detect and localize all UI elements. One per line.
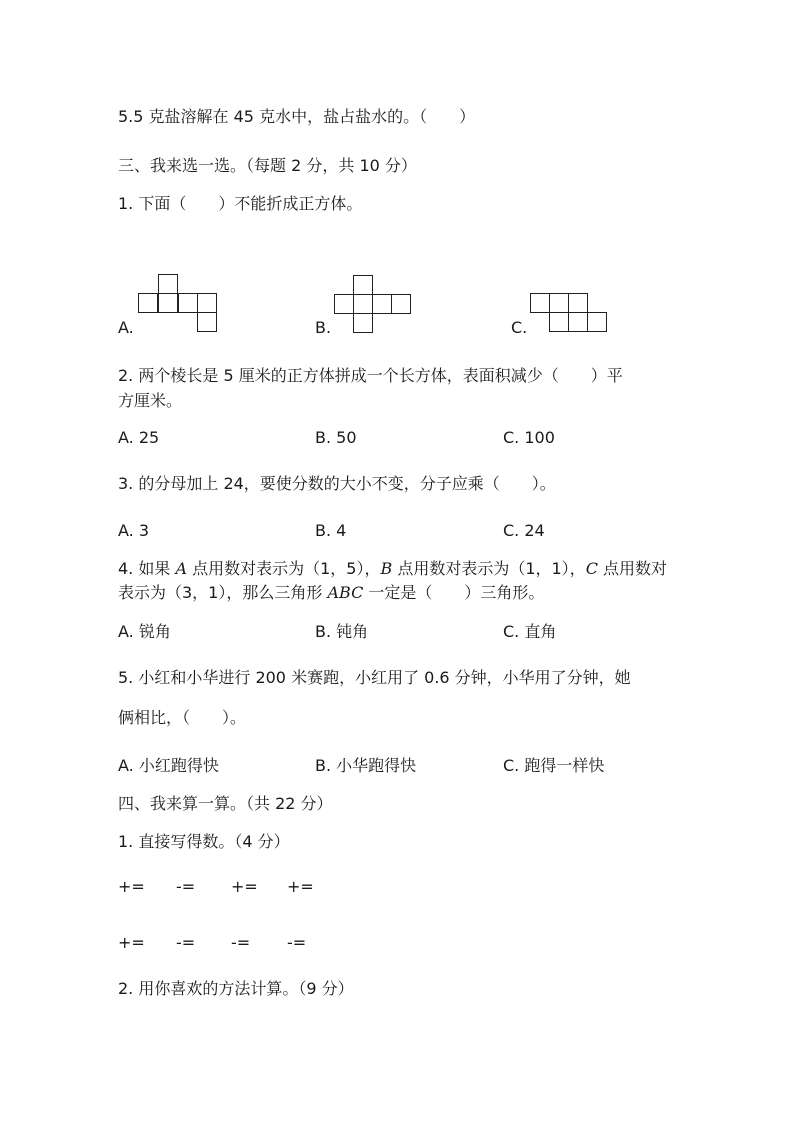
s3-q1-option-b: B. [315,318,332,337]
s3-q2-option-c: C. 100 [503,428,555,447]
s3-q4-text: 点用数对表示为（1，5）， [187,559,381,578]
s3-q3-option-a: A. 3 [118,521,150,540]
net-b-figure [334,275,416,335]
triangle-abc-label: ABC [327,583,364,602]
calc-item: -= [176,877,196,896]
s3-q5-stem-line2: 俩相比，（ ）。 [118,708,247,727]
s3-q2-option-a: A. 25 [118,428,160,447]
s3-q4-text: 一定是（ ）三角形。 [363,583,545,602]
calc-item: += [287,877,314,896]
s3-q4-option-b: B. 钝角 [315,622,369,641]
s3-q4-text: 4. 如果 [118,559,176,578]
section-4-title: 四、我来算一算。（共 22 分） [118,794,333,813]
point-c-label: C [585,559,598,578]
calc-item: += [118,933,145,952]
s3-q3-option-c: C. 24 [503,521,545,540]
s3-q1-option-a: A. [118,318,134,337]
calc-item: += [118,877,145,896]
s3-q4-option-a: A. 锐角 [118,622,171,641]
s3-q4-text: 点用数对表示为（1，1）， [392,559,586,578]
s3-q5-option-c: C. 跑得一样快 [503,756,605,775]
s3-q1-option-c: C. [511,318,528,337]
point-b-label: B [380,559,393,578]
s3-q3-stem: 3. 的分母加上 24，要使分数的大小不变，分子应乘（ ）。 [118,474,556,493]
s3-q2-stem-line1: 2. 两个棱长是 5 厘米的正方体拼成一个长方体，表面积减少（ ）平 [118,366,623,385]
s3-q4-option-c: C. 直角 [503,622,557,641]
point-a-label: A [175,559,188,578]
s3-q2-option-b: B. 50 [315,428,357,447]
section-3-title: 三、我来选一选。（每题 2 分，共 10 分） [118,156,417,175]
s3-q1-stem: 1. 下面（ ）不能折成正方体。 [118,194,363,213]
calc-item: += [231,877,258,896]
question-5-text: 5.5 克盐溶解在 45 克水中，盐占盐水的。（ ） [118,107,476,126]
calc-item: -= [231,933,251,952]
s3-q4-stem-line2 [118,583,544,603]
net-c-figure [530,293,612,335]
s3-q5-option-b: B. 小华跑得快 [315,756,417,775]
s3-q3-option-b: B. 4 [315,521,347,540]
s3-q4-text: 表示为（3，1），那么三角形 [118,583,328,602]
s4-q2-stem: 2. 用你喜欢的方法计算。（9 分） [118,979,354,998]
s3-q4-stem-line1 [118,559,667,579]
calc-item: -= [287,933,307,952]
net-a-figure [138,274,220,334]
s3-q4-text: 点用数对 [597,559,668,578]
calc-item: -= [176,933,196,952]
s4-q1-stem: 1. 直接写得数。（4 分） [118,832,290,851]
s3-q5-stem-line1: 5. 小红和小华进行 200 米赛跑，小红用了 0.6 分钟，小华用了分钟，她 [118,668,631,687]
s3-q5-option-a: A. 小红跑得快 [118,756,219,775]
s3-q2-stem-line2: 方厘米。 [118,391,183,410]
